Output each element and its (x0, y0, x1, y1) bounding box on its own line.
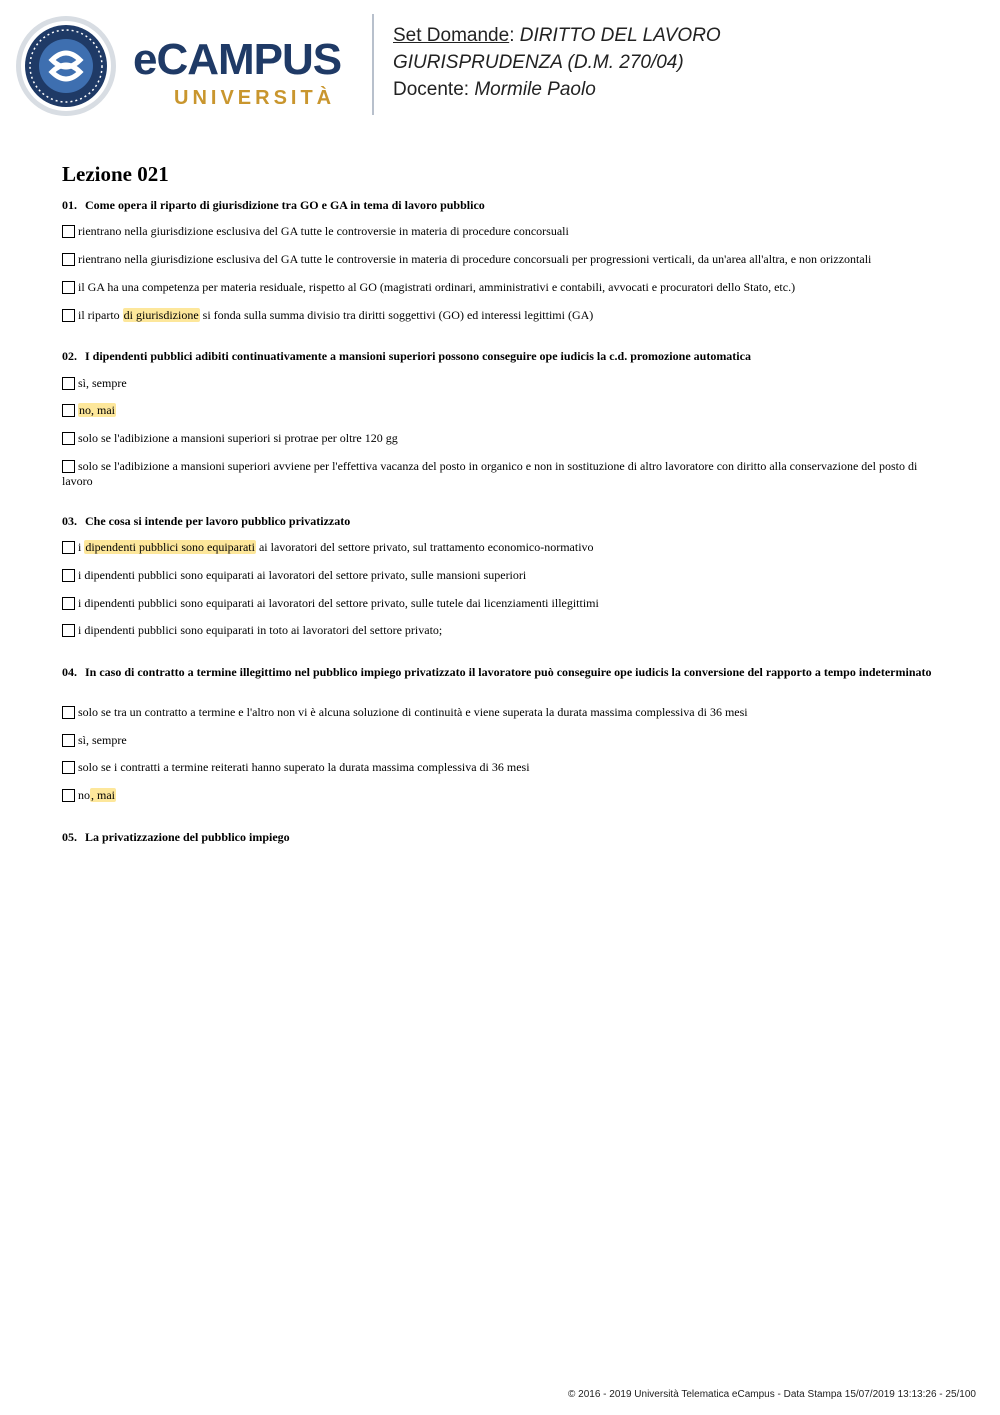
answer-checkbox[interactable] (62, 225, 75, 238)
lesson-title: Lezione 021 (62, 162, 169, 186)
answer-option[interactable] (62, 705, 942, 720)
option-text: sì, sempre (78, 733, 127, 747)
option-text: sì, sempre (78, 376, 127, 390)
brand-subtitle: UNIVERSITÀ (174, 87, 336, 109)
option-text: rientrano nella giurisdizione esclusiva del GA tutte le controversie in materia di procedure concorsuali per progressioni verticali, da un'area all'altra, e non orizzontali (78, 252, 872, 266)
option-text-post: si fonda sulla summa divisio tra diritti soggettivi (GO) ed interessi legittimi (GA) (199, 308, 594, 322)
option-text: i dipendenti pubblici sono equiparati ai lavoratori del settore privato, sulle mansioni superiori (78, 568, 527, 582)
question-03 (62, 514, 942, 529)
option-text: rientrano nella giurisdizione esclusiva del GA tutte le controversie in materia di procedure concorsuali (78, 224, 569, 238)
docente-line (393, 76, 721, 103)
answer-option[interactable] (62, 760, 942, 775)
answer-checkbox[interactable] (62, 404, 75, 417)
answer-option[interactable] (62, 252, 942, 267)
answer-option[interactable] (62, 623, 942, 638)
answer-checkbox[interactable] (62, 377, 75, 390)
highlighted-text: di giurisdizione (123, 308, 199, 322)
course-name: GIURISPRUDENZA (D.M. 270/04) (393, 52, 684, 73)
option-text: solo se tra un contratto a termine e l'altro non vi è alcuna soluzione di continuità e viene superata la durata massima complessiva di 36 mesi (78, 705, 748, 719)
answer-checkbox[interactable] (62, 460, 75, 473)
highlighted-text: , mai (91, 788, 115, 802)
highlighted-text: no, mai (79, 403, 115, 417)
answer-checkbox[interactable] (62, 432, 75, 445)
question-01 (62, 198, 942, 213)
question-04 (62, 665, 942, 680)
answer-option[interactable] (62, 431, 942, 446)
option-text: solo se i contratti a termine reiterati hanno superato la durata massima complessiva di 36 mesi (78, 760, 530, 774)
answer-option[interactable] (62, 308, 942, 323)
answer-option[interactable] (62, 459, 942, 489)
set-value: DIRITTO DEL LAVORO (519, 25, 721, 46)
answer-checkbox[interactable] (62, 706, 75, 719)
answer-option[interactable] (62, 788, 942, 803)
answer-checkbox[interactable] (62, 569, 75, 582)
option-text: i dipendenti pubblici sono equiparati in toto ai lavoratori del settore privato; (78, 623, 443, 637)
page-header (0, 0, 1000, 130)
answer-option[interactable] (62, 376, 942, 391)
question-text: La privatizzazione del pubblico impiego (85, 830, 290, 844)
answer-option[interactable] (62, 224, 942, 239)
option-text-post: ai lavoratori del settore privato, sul trattamento economico-normativo (255, 540, 594, 554)
question-number: 03. (62, 514, 77, 528)
page-footer: © 2016 - 2019 Università Telematica eCampus - Data Stampa 15/07/2019 13:13:26 - 25/100 (568, 1389, 976, 1400)
set-line (393, 22, 721, 49)
set-label: Set Domande (393, 25, 510, 46)
answer-checkbox[interactable] (62, 624, 75, 637)
answer-checkbox[interactable] (62, 281, 75, 294)
answer-checkbox[interactable] (62, 761, 75, 774)
option-text-pre: il riparto (78, 308, 123, 322)
option-text: solo se l'adibizione a mansioni superiori si protrae per oltre 120 gg (78, 431, 398, 445)
option-text: solo se l'adibizione a mansioni superiori avviene per l'effettiva vacanza del posto in organico e non in sostituzione di altro lavoratore con diritto alla conservazione del posto di lavoro (62, 459, 918, 488)
question-number: 05. (62, 830, 77, 844)
option-text-pre: i (78, 540, 85, 554)
question-number: 04. (62, 665, 77, 679)
question-text: Che cosa si intende per lavoro pubblico privatizzato (85, 514, 351, 528)
answer-checkbox[interactable] (62, 789, 75, 802)
answer-option[interactable] (62, 403, 942, 418)
question-05 (62, 830, 942, 845)
answer-checkbox[interactable] (62, 734, 75, 747)
option-text: i dipendenti pubblici sono equiparati ai lavoratori del settore privato, sulle tutele dai licenziamenti illegittimi (78, 596, 599, 610)
question-number: 01. (62, 198, 77, 212)
option-text: il GA ha una competenza per materia residuale, rispetto al GO (magistrati ordinari, amministrativi e contabili, avvocati e procuratori dello Stato, etc.) (78, 280, 796, 294)
answer-option[interactable] (62, 596, 942, 611)
answer-checkbox[interactable] (62, 253, 75, 266)
question-text: I dipendenti pubblici adibiti continuativamente a mansioni superiori possono conseguire ope iudicis la c.d. promozione automatica (85, 349, 751, 363)
highlighted-text: dipendenti pubblici sono equiparati (85, 540, 255, 554)
answer-checkbox[interactable] (62, 597, 75, 610)
answer-option[interactable] (62, 568, 942, 583)
answer-option[interactable] (62, 733, 942, 748)
header-meta (393, 22, 721, 103)
question-text: Come opera il riparto di giurisdizione tra GO e GA in tema di lavoro pubblico (85, 198, 485, 212)
question-text: In caso di contratto a termine illegittimo nel pubblico impiego privatizzato il lavoratore può conseguire ope iudicis la conversione del rapporto a tempo indeterminato (85, 665, 932, 679)
docente-label: Docente: (393, 79, 475, 100)
docente-name: Mormile Paolo (474, 79, 596, 100)
question-02 (62, 349, 942, 364)
brand-name: eCAMPUS (133, 35, 342, 84)
answer-checkbox[interactable] (62, 309, 75, 322)
question-number: 02. (62, 349, 77, 363)
set-separator: : (509, 25, 520, 46)
course-line (393, 49, 721, 76)
answer-checkbox[interactable] (62, 541, 75, 554)
option-text-pre: no (78, 788, 90, 802)
header-divider (372, 14, 374, 115)
answer-option[interactable] (62, 280, 942, 295)
answer-option[interactable] (62, 540, 942, 555)
